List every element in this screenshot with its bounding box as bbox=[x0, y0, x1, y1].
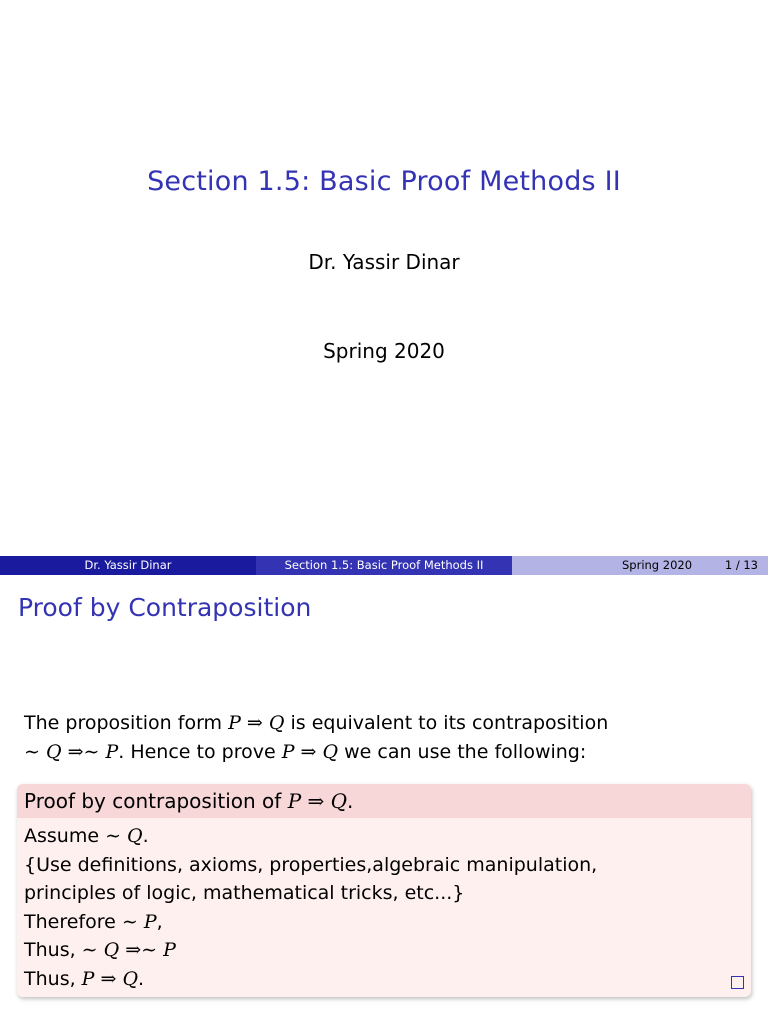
intro-text: we can use the following: bbox=[338, 741, 587, 763]
proof-line bbox=[24, 936, 744, 965]
proof-text: Therefore bbox=[24, 910, 122, 933]
intro-math: ∼ Q ⇒∼ P bbox=[24, 741, 119, 763]
proof-text: Thus, bbox=[24, 939, 82, 961]
proof-text: . bbox=[138, 967, 145, 990]
intro-text: . Hence to prove bbox=[118, 741, 282, 763]
proof-text: . bbox=[142, 825, 149, 847]
presentation-date: Spring 2020 bbox=[323, 339, 445, 363]
block-title-text: Proof by contraposition of bbox=[24, 789, 288, 813]
proof-text: , bbox=[156, 910, 163, 933]
frame-title: Proof by Contraposition bbox=[18, 593, 312, 622]
intro-text: The proposition form bbox=[24, 712, 229, 734]
footer-title: Section 1.5: Basic Proof Methods II bbox=[256, 556, 512, 575]
proof-math: ∼ Q ⇒∼ P bbox=[81, 939, 176, 961]
footer-author: Dr. Yassir Dinar bbox=[0, 556, 256, 575]
proof-line bbox=[24, 965, 744, 994]
proof-math: ∼ Q bbox=[105, 825, 143, 847]
proof-math: ∼ P bbox=[121, 910, 157, 933]
slide-footer bbox=[0, 556, 768, 575]
block-title-text: . bbox=[347, 789, 354, 813]
intro-text: is equivalent to its contraposition bbox=[284, 712, 609, 734]
proof-block-title bbox=[17, 784, 751, 818]
intro-paragraph bbox=[24, 709, 744, 767]
proof-block-body bbox=[17, 818, 751, 997]
author-name: Dr. Yassir Dinar bbox=[308, 250, 460, 274]
proof-text: Assume bbox=[24, 825, 106, 847]
footer-right bbox=[512, 556, 768, 575]
proof-text: Thus, bbox=[24, 967, 82, 990]
proof-line: principles of logic, mathematical tricks, etc...} bbox=[24, 882, 465, 904]
proof-block bbox=[17, 784, 751, 997]
qed-square-icon bbox=[731, 976, 744, 989]
footer-date: Spring 2020 bbox=[622, 558, 693, 572]
presentation-title: Section 1.5: Basic Proof Methods II bbox=[147, 166, 621, 197]
block-title-math: P ⇒ Q bbox=[287, 789, 348, 813]
proof-line: {Use definitions, axioms, properties,algebraic manipulation, bbox=[24, 853, 598, 876]
proof-line bbox=[24, 822, 744, 851]
intro-math: P ⇒ Q bbox=[281, 741, 339, 763]
intro-math: P ⇒ Q bbox=[228, 712, 285, 734]
proof-line bbox=[24, 908, 744, 937]
proof-math: P ⇒ Q bbox=[81, 967, 139, 990]
footer-page-number: 1 / 13 bbox=[724, 558, 758, 572]
content-slide bbox=[0, 575, 768, 1024]
